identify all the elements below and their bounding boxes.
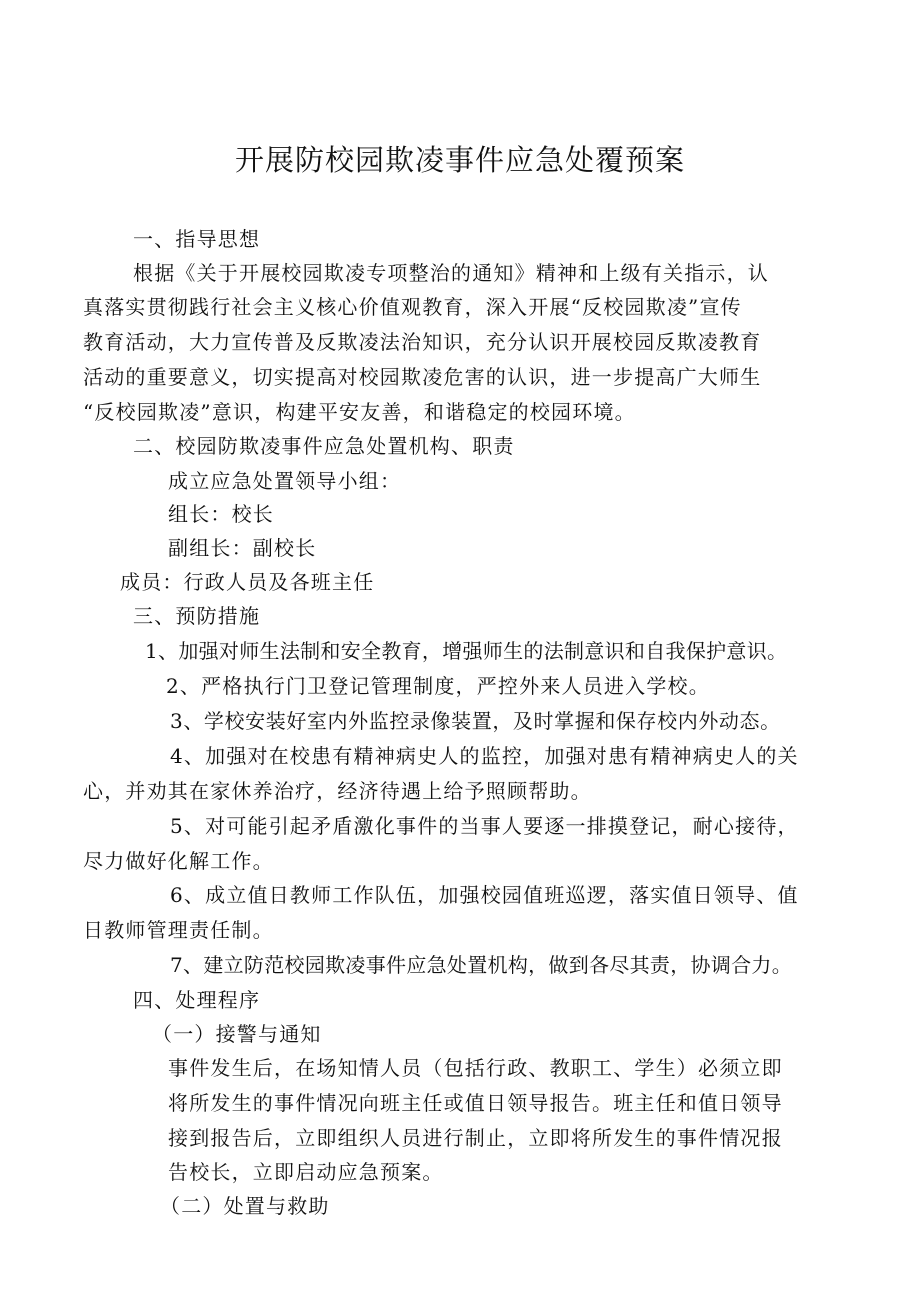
subsection-heading: （二）处置与救助 bbox=[160, 1194, 330, 1218]
list-item: 3、学校安装好室内外监控录像装置，及时掌握和保存校内外动态。 bbox=[170, 709, 781, 733]
paragraph-line: 告校长，立即启动应急预案。 bbox=[168, 1160, 444, 1184]
paragraph-line: 尽力做好化解工作。 bbox=[83, 849, 274, 873]
paragraph-line: 接到报告后，立即组织人员进行制止，立即将所发生的事件情况报 bbox=[168, 1126, 783, 1150]
list-item: 4、加强对在校患有精神病史人的监控，加强对患有精神病史人的关 bbox=[170, 744, 799, 768]
paragraph-line: 日教师管理责任制。 bbox=[83, 918, 274, 942]
paragraph-line: 心，并劝其在家休养治疗，经济待遇上给予照顾帮助。 bbox=[83, 779, 592, 803]
list-item: 7、建立防范校园欺凌事件应急处置机构，做到各尽其责，协调合力。 bbox=[170, 953, 793, 977]
section-heading-3: 三、预防措施 bbox=[133, 604, 261, 628]
section-heading-4: 四、处理程序 bbox=[133, 988, 261, 1012]
list-item: 6、成立值日教师工作队伍，加强校园值班巡逻，落实值日领导、值 bbox=[170, 883, 799, 907]
paragraph-line: “反校园欺凌”意识，构建平安友善，和谐稳定的校园环境。 bbox=[83, 400, 636, 424]
subsection-heading: （一）接警与通知 bbox=[152, 1022, 322, 1046]
paragraph-line: 真落实贯彻践行社会主义核心价值观教育，深入开展“反校园欺凌”宣传 bbox=[83, 295, 742, 319]
paragraph-line: 教育活动，大力宣传普及反欺凌法治知识，充分认识开展校园反欺凌教育 bbox=[83, 330, 762, 354]
list-item: 2、严格执行门卫登记管理制度，严控外来人员进入学校。 bbox=[166, 674, 710, 698]
paragraph-line: 事件发生后，在场知情人员（包括行政、教职工、学生）必须立即 bbox=[168, 1056, 783, 1080]
list-item: 5、对可能引起矛盾激化事件的当事人要逐一排摸登记，耐心接待， bbox=[170, 814, 799, 838]
section-heading-2: 二、校园防欺凌事件应急处置机构、职责 bbox=[133, 434, 515, 458]
paragraph-line: 活动的重要意义，切实提高对校园欺凌危害的认识，进一步提高广大师生 bbox=[83, 365, 762, 389]
paragraph-line: 组长：校长 bbox=[168, 502, 274, 526]
section-heading-1: 一、指导思想 bbox=[133, 227, 261, 251]
paragraph-line: 成员：行政人员及各班主任 bbox=[120, 570, 375, 594]
document-title: 开展防校园欺凌事件应急处覆预案 bbox=[234, 143, 685, 177]
paragraph-line: 根据《关于开展校园欺凌专项整治的通知》精神和上级有关指示，认 bbox=[133, 261, 769, 285]
list-item: 1、加强对师生法制和安全教育，增强师生的法制意识和自我保护意识。 bbox=[145, 639, 788, 663]
paragraph-line: 成立应急处置领导小组： bbox=[168, 469, 402, 493]
paragraph-line: 将所发生的事件情况向班主任或值日领导报告。班主任和值日领导 bbox=[168, 1091, 783, 1115]
paragraph-line: 副组长：副校长 bbox=[168, 536, 317, 560]
